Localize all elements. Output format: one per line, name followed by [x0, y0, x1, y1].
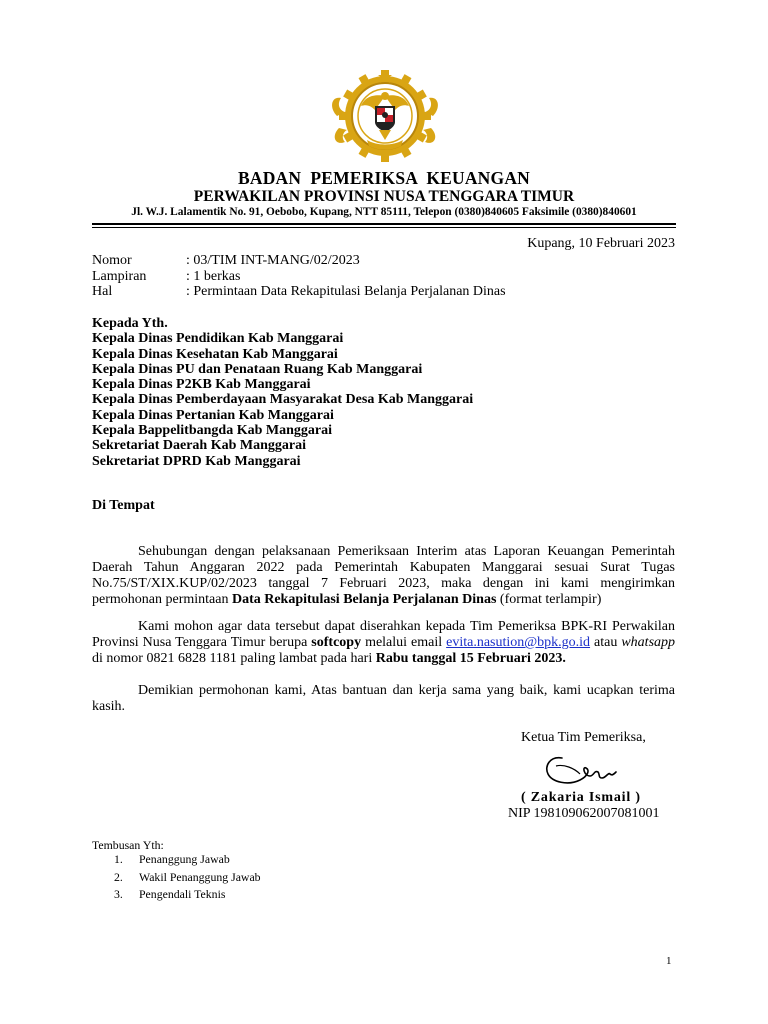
letterhead-rule-thin: [92, 227, 676, 228]
meta-row-hal: [92, 284, 506, 300]
list-item-number: 3.: [114, 887, 123, 902]
body-paragraph-2: [92, 619, 675, 667]
p2-c: atau: [594, 635, 618, 650]
bpk-emblem-logo: [327, 66, 443, 166]
letter-date: Kupang, 10 Februari 2023: [527, 236, 675, 251]
p2-whatsapp: whatsapp: [621, 635, 676, 650]
p1-text: Sehubungan dengan pelaksanaan Pemeriksaan Interim atas Laporan Keuangan Pemerintah Daerah Tahun Anggaran 2022 pada Pemerintah Kabupaten Manggarai sesuai Surat Tugas No.75/ST/XIX.KUP/02/2023 tanggal 7 Februari 2023, maka dengan ini kami mengirimkan permohonan permintaan: [92, 544, 675, 607]
recipient-block: [92, 316, 473, 469]
list-item-text: Penanggung Jawab: [139, 852, 230, 866]
meta-value: : Permintaan Data Rekapitulasi Belanja Perjalanan Dinas: [186, 284, 506, 299]
meta-row-nomor: [92, 253, 506, 269]
recipient-line: Kepala Dinas P2KB Kab Manggarai: [92, 377, 311, 393]
letterhead-rule-thick: [92, 223, 676, 225]
p2-d: di nomor 0821 6828 1181 paling lambat pada hari: [92, 651, 373, 666]
recipient-line: Kepala Dinas Pertanian Kab Manggarai: [92, 407, 334, 423]
list-item: [114, 869, 261, 887]
p2-b: melalui email: [365, 635, 443, 650]
recipient-line: Kepala Dinas Pendidikan Kab Manggarai: [92, 331, 344, 347]
meta-label: Hal: [92, 284, 113, 299]
p2-softcopy: softcopy: [311, 635, 362, 650]
list-item-text: Wakil Penanggung Jawab: [139, 869, 261, 884]
recipient-line: Kepala Dinas PU dan Penataan Ruang Kab Manggarai: [92, 361, 423, 377]
tembusan-list: [114, 851, 261, 904]
p2-a: Kami mohon agar data tersebut dapat diserahkan kepada Tim Pemeriksa BPK-RI Perwakilan Provinsi Nusa Tenggara Timur berupa: [92, 619, 675, 650]
meta-value: : 1 berkas: [186, 268, 241, 284]
org-name-line1: BADAN PEMERIKSA KEUANGAN: [237, 168, 531, 188]
list-item-text: Pengendali Teknis: [139, 887, 226, 902]
meta-label: Nomor: [92, 253, 132, 268]
signer-name: ( Zakaria Ismail ): [521, 790, 641, 805]
recipient-line: Kepala Bappelitbangda Kab Manggarai: [92, 423, 332, 439]
list-item: [114, 886, 261, 904]
di-tempat: Di Tempat: [92, 498, 155, 513]
recipient-line: Sekretariat Daerah Kab Manggarai: [92, 438, 306, 454]
meta-value: : 03/TIM INT-MANG/02/2023: [186, 253, 360, 268]
handwritten-signature: [540, 752, 618, 790]
body-paragraph-1: [92, 544, 675, 608]
p1-end: (format terlampir): [499, 592, 602, 607]
tembusan-heading: Tembusan Yth:: [92, 838, 164, 852]
signer-nip: NIP 198109062007081001: [508, 806, 660, 821]
email-link[interactable]: evita.nasution@bpk.go.id: [446, 635, 591, 650]
p2-deadline: Rabu tanggal 15 Februari 2023.: [375, 651, 566, 666]
page-number: 1: [666, 955, 672, 967]
p3-text: Demikian permohonan kami, Atas bantuan dan kerja sama yang baik, kami ucapkan terima kasih.: [92, 683, 675, 714]
org-address: Jl. W.J. Lalamentik No. 91, Oebobo, Kupang, NTT 85111, Telepon (0380)840605 Faksimile (0380)840601: [131, 206, 637, 218]
list-item: [114, 851, 261, 869]
p1-bold: Data Rekapitulasi Belanja Perjalanan Dinas: [231, 592, 497, 607]
recipient-line: Sekretariat DPRD Kab Manggarai: [92, 453, 301, 469]
recipient-line: Kepada Yth.: [92, 316, 168, 331]
org-name-line2: PERWAKILAN PROVINSI NUSA TENGGARA TIMUR: [193, 188, 575, 205]
recipient-line: Kepala Dinas Kesehatan Kab Manggarai: [92, 346, 338, 362]
letter-meta: [92, 253, 506, 300]
signer-title: Ketua Tim Pemeriksa,: [521, 730, 646, 745]
body-paragraph-3: [92, 683, 675, 715]
meta-row-lampiran: [92, 269, 506, 285]
recipient-line: Kepala Dinas Pemberdayaan Masyarakat Desa Kab Manggarai: [92, 392, 474, 408]
list-item-number: 1.: [114, 852, 123, 866]
list-item-number: 2.: [114, 869, 123, 884]
meta-label: Lampiran: [92, 268, 147, 284]
